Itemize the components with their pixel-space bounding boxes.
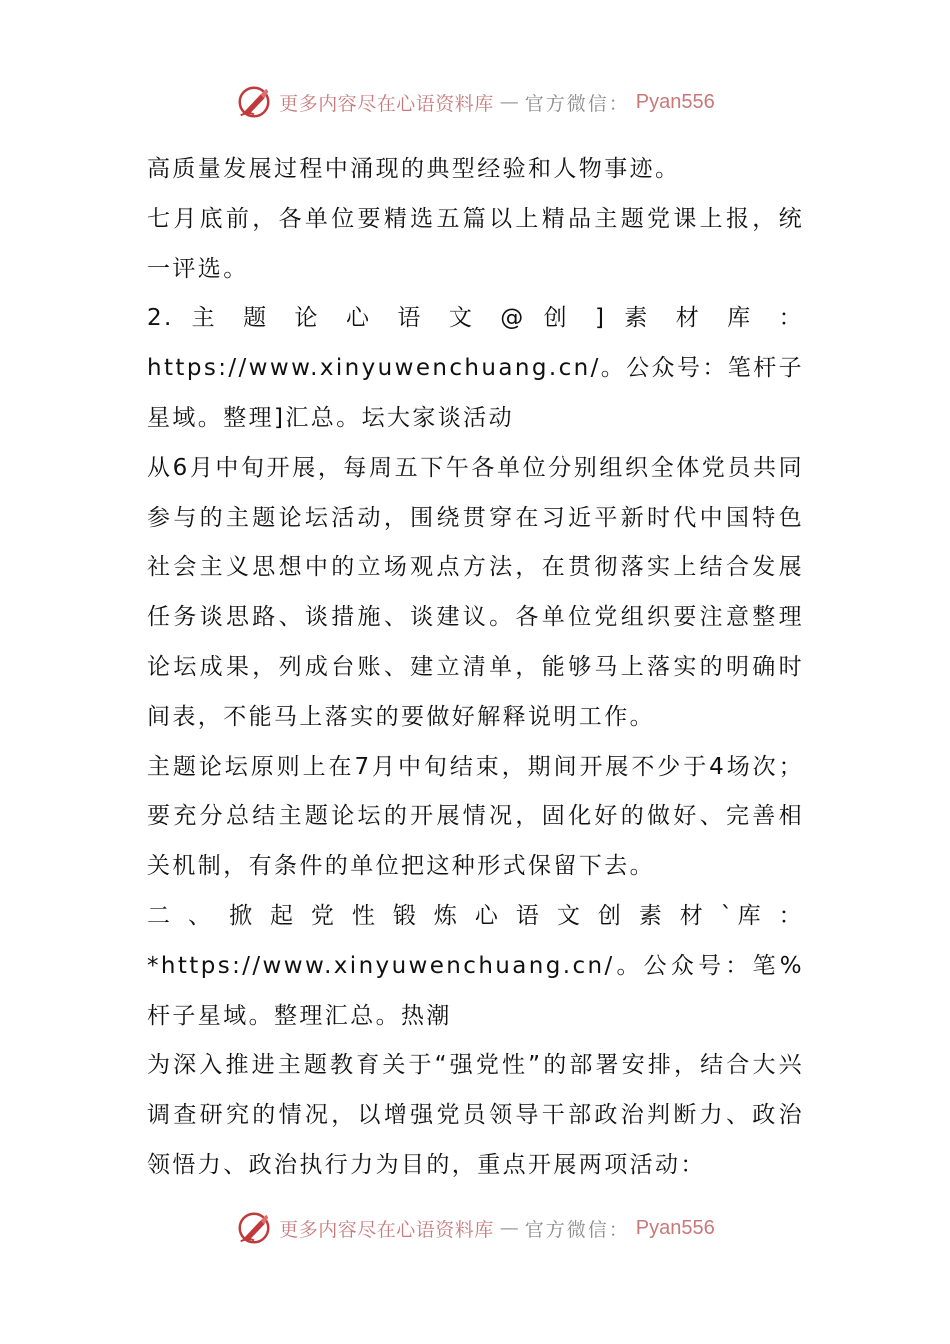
footer-official-label: 官方微信：: [524, 1218, 630, 1241]
header-promo-text: 更多内容尽在心语资料库: [279, 92, 494, 115]
footer-banner: [0, 1206, 950, 1250]
paragraph-3: 2. 主 题 论 心 语 文 @ 创 ] 素 材 库 ： https://www.xinyuwenchuang.cn/。公众号：笔杆子星域。整理]汇总。坛大家谈活动: [147, 305, 804, 431]
paragraph-1: 高质量发展过程中涌现的典型经验和人物事迹。: [147, 156, 681, 182]
document-body: [147, 145, 804, 1191]
pen-logo-icon: [235, 83, 273, 121]
paragraph-2: 七月底前，各单位要精选五篇以上精品主题党课上报，统一评选。: [147, 205, 804, 282]
footer-separator: —: [499, 1217, 519, 1239]
paragraph-7: 为深入推进主题教育关于“强党性”的部署安排，结合大兴调查研究的情况，以增强党员领导干部政治判断力、政治领悟力、政治执行力为目的，重点开展两项活动：: [147, 1052, 804, 1178]
paragraph-5: 主题论坛原则上在7月中旬结束，期间开展不少于4场次；要充分总结主题论坛的开展情况，固化好的做好、完善相关机制，有条件的单位把这种形式保留下去。: [147, 753, 804, 880]
header-banner: [0, 80, 950, 124]
header-separator: —: [499, 91, 519, 113]
paragraph-4: 从6月中旬开展，每周五下午各单位分别组织全体党员共同参与的主题论坛活动，围绕贯穿在习近平新时代中国特色社会主义思想中的立场观点方法，在贯彻落实上结合发展任务谈思路、谈措施、谈建议。各单位党组织要注意整理论坛成果，列成台账、建立清单，能够马上落实的明确时间表，不能马上落实的要做好解释说明工作。: [147, 454, 804, 730]
header-wechat-id: Pyan556: [635, 90, 715, 113]
pen-logo-icon: [235, 1209, 273, 1247]
paragraph-6: 二 、 掀 起 党 性 锻 炼 心 语 文 创 素 材 `库 ： *https://www.xinyuwenchuang.cn/。公众号：笔%杆子星域。整理汇总。热潮: [147, 902, 804, 1029]
footer-wechat-id: Pyan556: [635, 1216, 715, 1239]
header-official-label: 官方微信：: [524, 92, 630, 115]
footer-promo-text: 更多内容尽在心语资料库: [279, 1218, 494, 1241]
